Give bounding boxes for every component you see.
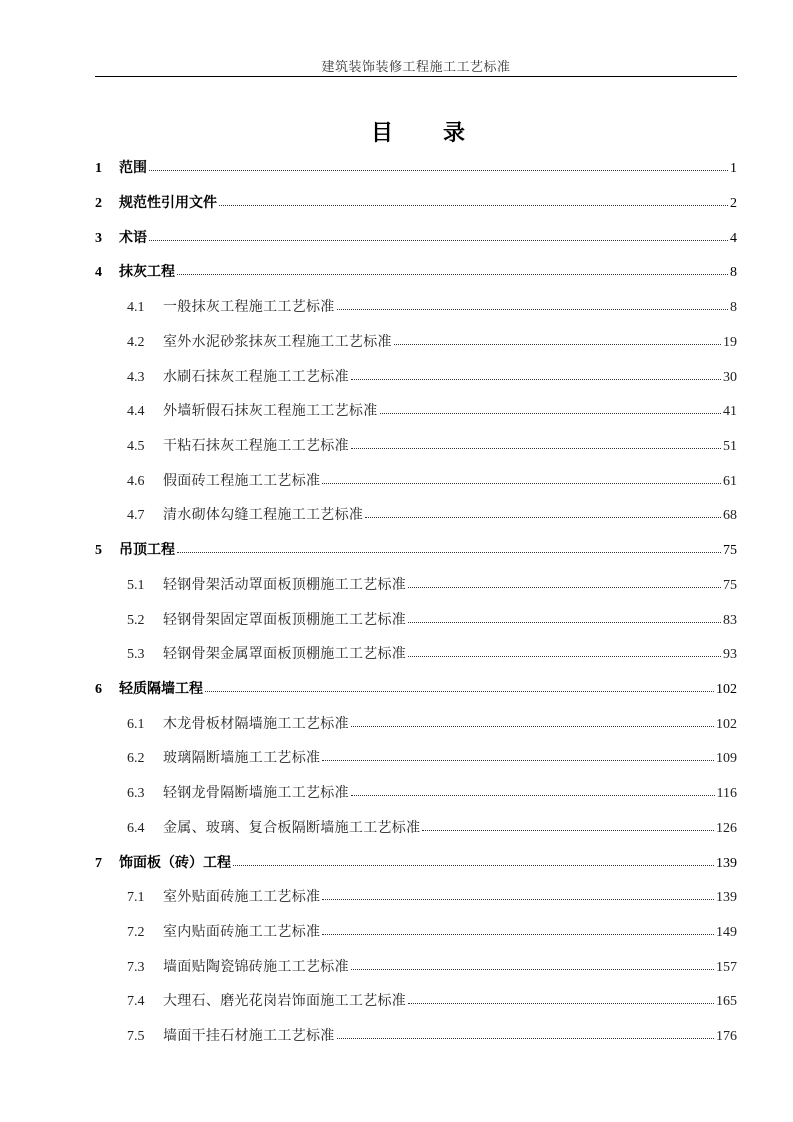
toc-entry-page[interactable]: 41: [723, 404, 737, 419]
toc-entry-title[interactable]: 轻质隔墙工程: [119, 681, 203, 697]
toc-entry-title[interactable]: 外墙斩假石抹灰工程施工工艺标准: [163, 403, 378, 419]
toc-entry-number: 4.1: [127, 300, 145, 315]
dot-leader: [322, 748, 714, 762]
toc-entry-number: 6: [95, 682, 102, 697]
toc-entry-page[interactable]: 102: [716, 682, 737, 697]
toc-entry-2[interactable]: [95, 191, 737, 215]
toc-entry-title[interactable]: 金属、玻璃、复合板隔断墙施工工艺标准: [163, 820, 421, 836]
toc-entry-5-3[interactable]: [127, 642, 737, 666]
toc-entry-title[interactable]: 水刷石抹灰工程施工工艺标准: [163, 369, 349, 385]
dot-leader: [322, 887, 714, 901]
toc-entry-title[interactable]: 轻钢龙骨隔断墙施工工艺标准: [163, 785, 349, 801]
toc-entry-4[interactable]: [95, 260, 737, 284]
toc-entry-page[interactable]: 83: [723, 613, 737, 628]
toc-entry-title[interactable]: 墙面贴陶瓷锦砖施工工艺标准: [163, 959, 349, 975]
toc-entry-page[interactable]: 30: [723, 370, 737, 385]
toc-entry-number: 6.4: [127, 821, 145, 836]
dot-leader: [205, 679, 714, 693]
toc-entry-page[interactable]: 4: [730, 231, 737, 246]
toc-entry-number: 4: [95, 265, 102, 280]
toc-entry-page[interactable]: 8: [730, 265, 737, 280]
dot-leader: [380, 401, 722, 415]
toc-entry-page[interactable]: 61: [723, 474, 737, 489]
toc-entry-title[interactable]: 轻钢骨架金属罩面板顶棚施工工艺标准: [163, 646, 407, 662]
dot-leader: [149, 158, 728, 172]
toc-entry-number: 7.2: [127, 925, 145, 940]
dot-leader: [337, 297, 728, 311]
toc-entry-page[interactable]: 2: [730, 196, 737, 211]
dot-leader: [233, 853, 714, 867]
toc-entry-7[interactable]: [95, 851, 737, 875]
toc-entry-number: 7: [95, 856, 102, 871]
toc-entry-title[interactable]: 墙面干挂石材施工工艺标准: [163, 1028, 335, 1044]
dot-leader: [351, 436, 721, 450]
dot-leader: [394, 332, 721, 346]
dot-leader: [351, 957, 714, 971]
toc-entry-7-4[interactable]: [127, 989, 737, 1013]
toc-entry-5-2[interactable]: [127, 608, 737, 632]
toc-entry-4-1[interactable]: [127, 295, 737, 319]
toc-entry-number: 7.4: [127, 994, 145, 1009]
toc-entry-title[interactable]: 抹灰工程: [119, 264, 175, 280]
toc-title: [0, 116, 793, 147]
toc-entry-page[interactable]: 19: [723, 335, 737, 350]
toc-entry-title[interactable]: 轻钢骨架活动罩面板顶棚施工工艺标准: [163, 577, 407, 593]
toc-entry-6-4[interactable]: [127, 816, 737, 840]
toc-entry-4-5[interactable]: [127, 434, 737, 458]
toc-entry-page[interactable]: 102: [716, 717, 737, 732]
toc-entry-title[interactable]: 吊顶工程: [119, 542, 175, 558]
toc-entry-number: 5.3: [127, 647, 145, 662]
toc-entry-5-1[interactable]: [127, 573, 737, 597]
toc-entry-number: 5.2: [127, 613, 145, 628]
dot-leader: [322, 471, 721, 485]
dot-leader: [219, 193, 728, 207]
toc-entry-title[interactable]: 玻璃隔断墙施工工艺标准: [163, 750, 321, 766]
dot-leader: [408, 644, 721, 658]
toc-entry-number: 4.5: [127, 439, 145, 454]
toc-entry-page[interactable]: 139: [716, 890, 737, 905]
toc-entry-title[interactable]: 轻钢骨架固定罩面板顶棚施工工艺标准: [163, 612, 407, 628]
toc-entry-title[interactable]: 清水砌体勾缝工程施工工艺标准: [163, 507, 364, 523]
toc-entry-page[interactable]: 51: [723, 439, 737, 454]
toc-entry-6-1[interactable]: [127, 712, 737, 736]
toc-entry-title[interactable]: 饰面板（砖）工程: [119, 855, 231, 871]
toc-entry-number: 6.3: [127, 786, 145, 801]
toc-entry-6-3[interactable]: [127, 781, 737, 805]
toc-entry-7-1[interactable]: [127, 885, 737, 909]
toc-entry-1[interactable]: [95, 156, 737, 180]
toc-entry-title[interactable]: 假面砖工程施工工艺标准: [163, 473, 321, 489]
toc-entry-title[interactable]: 室内贴面砖施工工艺标准: [163, 924, 321, 940]
toc-title-char-2: 录: [443, 121, 466, 146]
toc-entry-page[interactable]: 157: [716, 960, 737, 975]
toc-entry-title[interactable]: 室外水泥砂浆抹灰工程施工工艺标准: [163, 334, 392, 350]
toc-entry-number: 7.5: [127, 1029, 145, 1044]
toc-entry-6-2[interactable]: [127, 746, 737, 770]
toc-entry-number: 5: [95, 543, 102, 558]
dot-leader: [365, 505, 721, 519]
toc-entry-number: 4.6: [127, 474, 145, 489]
dot-leader: [149, 228, 728, 242]
toc-entry-page[interactable]: 126: [716, 821, 737, 836]
toc-entry-4-4[interactable]: [127, 399, 737, 423]
dot-leader: [322, 922, 714, 936]
toc-entry-title[interactable]: 规范性引用文件: [119, 195, 217, 211]
toc-entry-page[interactable]: 8: [730, 300, 737, 315]
dot-leader: [408, 991, 714, 1005]
toc-entry-page[interactable]: 75: [723, 578, 737, 593]
dot-leader: [177, 262, 728, 276]
toc-entry-number: 4.3: [127, 370, 145, 385]
toc-entry-4-2[interactable]: [127, 330, 737, 354]
dot-leader: [351, 783, 715, 797]
toc-entry-page[interactable]: 1: [730, 161, 737, 176]
toc-entry-7-3[interactable]: [127, 955, 737, 979]
toc-entry-number: 4.2: [127, 335, 145, 350]
toc-entry-page[interactable]: 93: [723, 647, 737, 662]
toc-entry-number: 4.4: [127, 404, 145, 419]
toc-entry-title[interactable]: 一般抹灰工程施工工艺标准: [163, 299, 335, 315]
toc-entry-page[interactable]: 149: [716, 925, 737, 940]
dot-leader: [351, 367, 721, 381]
toc-entry-page[interactable]: 68: [723, 508, 737, 523]
toc-entry-4-6[interactable]: [127, 469, 737, 493]
toc-entry-page[interactable]: 139: [716, 856, 737, 871]
toc-entry-3[interactable]: [95, 226, 737, 250]
dot-leader: [408, 610, 721, 624]
toc-entry-page[interactable]: 116: [716, 786, 737, 801]
toc-entry-number: 6.1: [127, 717, 145, 732]
toc-entry-number: 7.1: [127, 890, 145, 905]
dot-leader: [351, 714, 714, 728]
header-divider: [95, 76, 737, 77]
toc-entry-number: 2: [95, 196, 102, 211]
toc-entry-title[interactable]: 大理石、磨光花岗岩饰面施工工艺标准: [163, 993, 407, 1009]
toc-entry-number: 7.3: [127, 960, 145, 975]
toc-entry-4-7[interactable]: [127, 503, 737, 527]
toc-entry-page[interactable]: 165: [716, 994, 737, 1009]
toc-entry-number: 3: [95, 231, 102, 246]
toc-entry-number: 5.1: [127, 578, 145, 593]
dot-leader: [177, 540, 721, 554]
dot-leader: [408, 575, 721, 589]
toc-entry-title[interactable]: 范围: [119, 160, 147, 176]
toc-entry-7-2[interactable]: [127, 920, 737, 944]
toc-entry-7-5[interactable]: [127, 1024, 737, 1048]
toc-entry-page[interactable]: 176: [716, 1029, 737, 1044]
toc-entry-title[interactable]: 室外贴面砖施工工艺标准: [163, 889, 321, 905]
toc-entry-number: 4.7: [127, 508, 145, 523]
toc-entry-4-3[interactable]: [127, 365, 737, 389]
toc-entry-5[interactable]: [95, 538, 737, 562]
toc-entry-title[interactable]: 干粘石抹灰工程施工工艺标准: [163, 438, 349, 454]
running-header: 建筑装饰装修工程施工工艺标准: [321, 59, 511, 74]
toc-entry-title[interactable]: 术语: [119, 230, 147, 246]
toc-entry-6[interactable]: [95, 677, 737, 701]
dot-leader: [422, 818, 714, 832]
toc-entry-number: 1: [95, 161, 102, 176]
toc-title-char-1: 目: [370, 121, 393, 146]
toc-entry-number: 6.2: [127, 751, 145, 766]
toc-entry-page[interactable]: 75: [723, 543, 737, 558]
dot-leader: [337, 1026, 714, 1040]
toc-entry-page[interactable]: 109: [716, 751, 737, 766]
toc-entry-title[interactable]: 木龙骨板材隔墙施工工艺标准: [163, 716, 349, 732]
